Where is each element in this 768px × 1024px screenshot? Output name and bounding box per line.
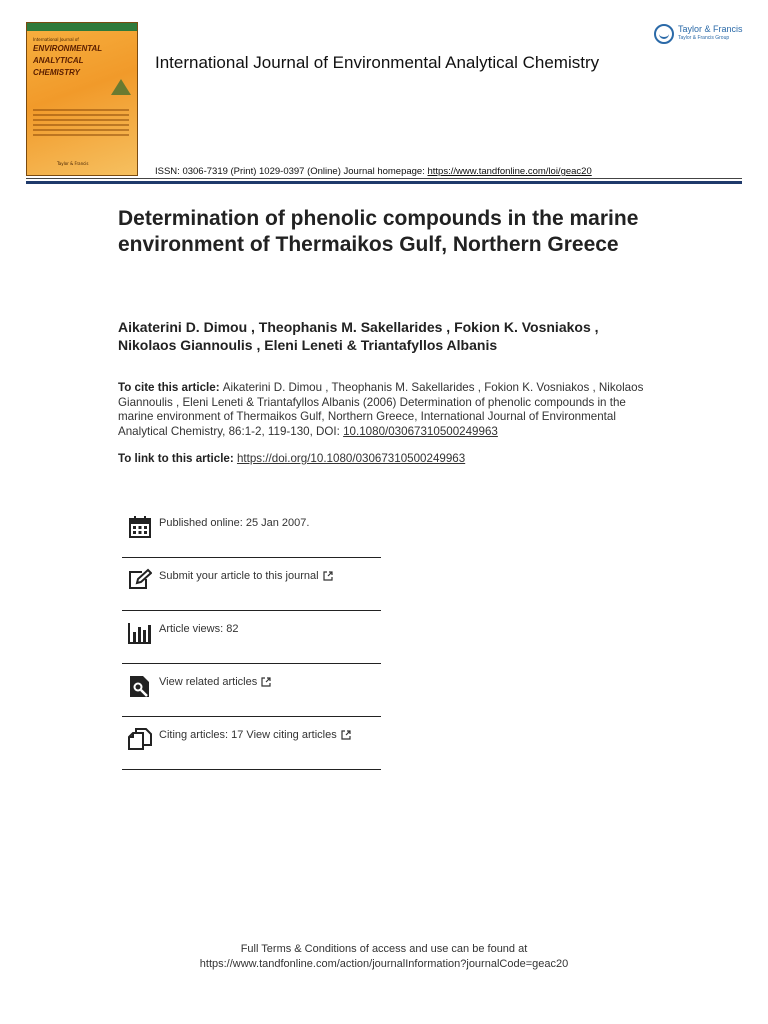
citation — [118, 381, 658, 440]
related-articles-label[interactable] — [159, 676, 271, 688]
citing-articles-icon — [128, 727, 152, 751]
submit-article-item[interactable] — [122, 558, 381, 611]
citation-label: To cite this article: — [118, 381, 223, 394]
published-online-label: Published online: 25 Jan 2007. — [159, 517, 310, 529]
publisher-group: Taylor & Francis Group — [678, 35, 730, 41]
cover-journal-big-2: ANALYTICAL — [33, 56, 84, 65]
search-document-icon — [128, 674, 152, 698]
citation-text: Aikaterini D. Dimou , Theophanis M. Sakellarides , Fokion K. Vosniakos , Nikolaos Giannoulis , Eleni Leneti & Triantafyllos Albanis (2006) Determination of phenolic compounds in the marine environment of Thermaikos Gulf, Northern Greece, International Journal of Environmental Analytical Chemistry, 86:1-2, 119-130, DOI: — [118, 381, 644, 439]
calendar-icon — [128, 515, 152, 539]
article-link-label: To link to this article: — [118, 452, 237, 465]
journal-cover — [26, 22, 138, 176]
header-rule-thick — [26, 181, 742, 184]
bar-chart-icon — [128, 621, 152, 645]
journal-homepage-link[interactable]: https://www.tandfonline.com/loi/geac20 — [427, 166, 592, 177]
cover-journal-top: International Journal of — [33, 37, 79, 42]
article-link — [118, 452, 658, 466]
article-info-list — [122, 505, 381, 770]
header-rule-thin — [26, 178, 742, 179]
footer-line-1: Full Terms & Conditions of access and use can be found at — [240, 943, 528, 955]
article-views-item — [122, 611, 381, 664]
journal-title: International Journal of Environmental Analytical Chemistry — [155, 53, 600, 72]
authors: Aikaterini D. Dimou , Theophanis M. Sakellarides , Fokion K. Vosniakos , Nikolaos Giannoulis , Eleni Leneti & Triantafyllos Albanis — [118, 319, 599, 353]
citing-articles-label[interactable] — [159, 729, 351, 741]
issn-line — [155, 166, 592, 177]
submit-article-label[interactable] — [159, 570, 333, 582]
footer — [0, 942, 768, 972]
external-link-icon — [323, 571, 333, 581]
publisher-logo-icon — [654, 24, 674, 44]
cover-journal-big-1: ENVIRONMENTAL — [33, 44, 103, 53]
article-doi-url[interactable]: https://doi.org/10.1080/03067310500249963 — [236, 452, 466, 465]
related-articles-item[interactable] — [122, 664, 381, 717]
cover-publisher: Taylor & Francis — [57, 161, 89, 166]
cover-journal-big-3: CHEMISTRY — [33, 68, 80, 77]
external-link-icon — [341, 730, 351, 740]
article-title: Determination of phenolic compounds in the marine environment of Thermaikos Gulf, Northern Greece — [118, 207, 639, 256]
related-articles-text: View related articles — [159, 676, 258, 688]
issn-text: ISSN: 0306-7319 (Print) 1029-0397 (Online) Journal homepage: — [155, 166, 428, 177]
citing-articles-item[interactable] — [122, 717, 381, 770]
published-online-item — [122, 505, 381, 558]
footer-terms-link[interactable]: https://www.tandfonline.com/action/journalInformation?journalCode=geac20 — [199, 958, 569, 970]
article-views-label: Article views: 82 — [159, 623, 239, 635]
external-link-icon — [261, 677, 271, 687]
cover-text-lines — [33, 109, 129, 139]
doi-link[interactable]: 10.1080/03067310500249963 — [343, 425, 498, 439]
publisher-name: Taylor & Francis — [678, 24, 743, 34]
edit-icon — [128, 568, 152, 592]
cover-logo-triangle — [111, 79, 131, 95]
publisher-logo[interactable] — [654, 22, 749, 48]
citing-articles-text: Citing articles: 17 View citing articles — [159, 729, 337, 741]
submit-article-text: Submit your article to this journal — [159, 570, 319, 582]
cover-top-bar — [27, 23, 137, 31]
